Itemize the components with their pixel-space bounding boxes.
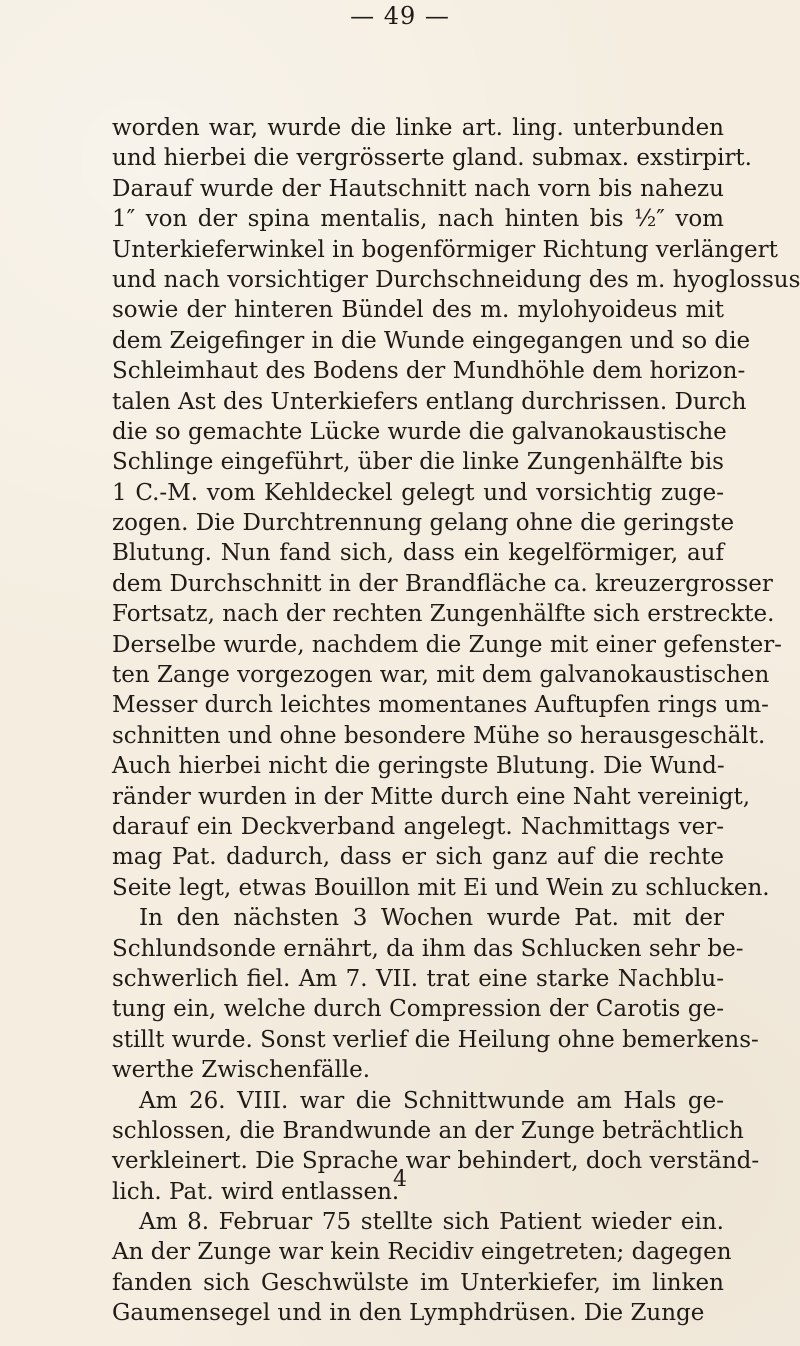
text-line: Blutung. Nun fand sich, dass ein kegelförmiger, auf — [112, 540, 724, 567]
text-line: In den nächsten 3 Wochen wurde Pat. mit der — [139, 905, 724, 932]
text-line: Unterkieferwinkel in bogenförmiger Richtung verlängert — [112, 236, 778, 263]
text-line: dem Zeigefinger in die Wunde eingegangen und so die — [112, 327, 751, 354]
signature-mark: 4 — [393, 1167, 407, 1192]
text-line: lich. Pat. wird entlassen. — [112, 1178, 400, 1205]
text-line: Schlinge eingeführt, über die linke Zungenhälfte bis — [112, 449, 724, 476]
text-line: Gaumensegel und in den Lymphdrüsen. Die Zunge — [112, 1300, 705, 1327]
text-line: 1 C.-M. vom Kehldeckel gelegt und vorsichtig zuge- — [112, 479, 724, 506]
text-line: sowie der hinteren Bündel des m. mylohyoideus mit — [112, 297, 724, 324]
text-line: Am 26. VIII. war die Schnittwunde am Hals ge- — [139, 1087, 724, 1114]
text-line: und hierbei die vergrösserte gland. submax. exstirpirt. — [112, 145, 752, 172]
text-line: Schlundsonde ernährt, da ihm das Schlucken sehr be- — [112, 935, 744, 962]
text-line: darauf ein Deckverband angelegt. Nachmittags ver- — [112, 813, 724, 840]
text-line: dem Durchschnitt in der Brandfläche ca. kreuzergrosser — [112, 570, 773, 597]
text-line: die so gemachte Lücke wurde die galvanokaustische — [112, 418, 727, 445]
text-line: Auch hierbei nicht die geringste Blutung. Die Wund- — [112, 753, 725, 780]
text-line: schlossen, die Brandwunde an der Zunge beträchtlich — [112, 1117, 744, 1144]
text-line: schnitten und ohne besondere Mühe so herausgeschält. — [112, 722, 766, 749]
text-line: Schleimhaut des Bodens der Mundhöhle dem horizon- — [112, 358, 746, 385]
body-text — [112, 113, 800, 1329]
text-line: talen Ast des Unterkiefers entlang durchrissen. Durch — [112, 388, 747, 415]
text-line: stillt wurde. Sonst verlief die Heilung ohne bemerkens- — [112, 1026, 759, 1053]
text-line: Fortsatz, nach der rechten Zungenhälfte sich erstreckte. — [112, 601, 775, 628]
text-line: mag Pat. dadurch, dass er sich ganz auf die rechte — [112, 844, 724, 871]
text-line: und nach vorsichtiger Durchschneidung des m. hyoglossus — [112, 266, 800, 293]
text-line: tung ein, welche durch Compression der Carotis ge- — [112, 996, 724, 1023]
text-line: fanden sich Geschwülste im Unterkiefer, im linken — [112, 1269, 724, 1296]
text-line: verkleinert. Die Sprache war behindert, doch verständ- — [112, 1148, 760, 1175]
text-line: ten Zange vorgezogen war, mit dem galvanokaustischen — [112, 662, 770, 689]
text-line: Darauf wurde der Hautschnitt nach vorn bis nahezu — [112, 175, 724, 202]
page-number: — 49 — — [350, 2, 450, 30]
text-line: Seite legt, etwas Bouillon mit Ei und Wein zu schlucken. — [112, 874, 770, 901]
text-line: zogen. Die Durchtrennung gelang ohne die geringste — [112, 510, 735, 537]
text-line: Messer durch leichtes momentanes Auftupfen rings um- — [112, 692, 769, 719]
text-line: ränder wurden in der Mitte durch eine Naht vereinigt, — [112, 783, 751, 810]
text-line: 1″ von der spina mentalis, nach hinten bis ½″ vom — [112, 206, 724, 233]
text-line: worden war, wurde die linke art. ling. unterbunden — [112, 115, 724, 141]
text-line: An der Zunge war kein Recidiv eingetreten; dagegen — [112, 1239, 732, 1266]
text-line: werthe Zwischenfälle. — [112, 1057, 371, 1084]
text-line: Am 8. Februar 75 stellte sich Patient wieder ein. — [139, 1209, 724, 1236]
text-line: schwerlich fiel. Am 7. VII. trat eine starke Nachblu- — [112, 965, 724, 992]
text-line: Derselbe wurde, nachdem die Zunge mit einer gefenster- — [112, 631, 782, 658]
